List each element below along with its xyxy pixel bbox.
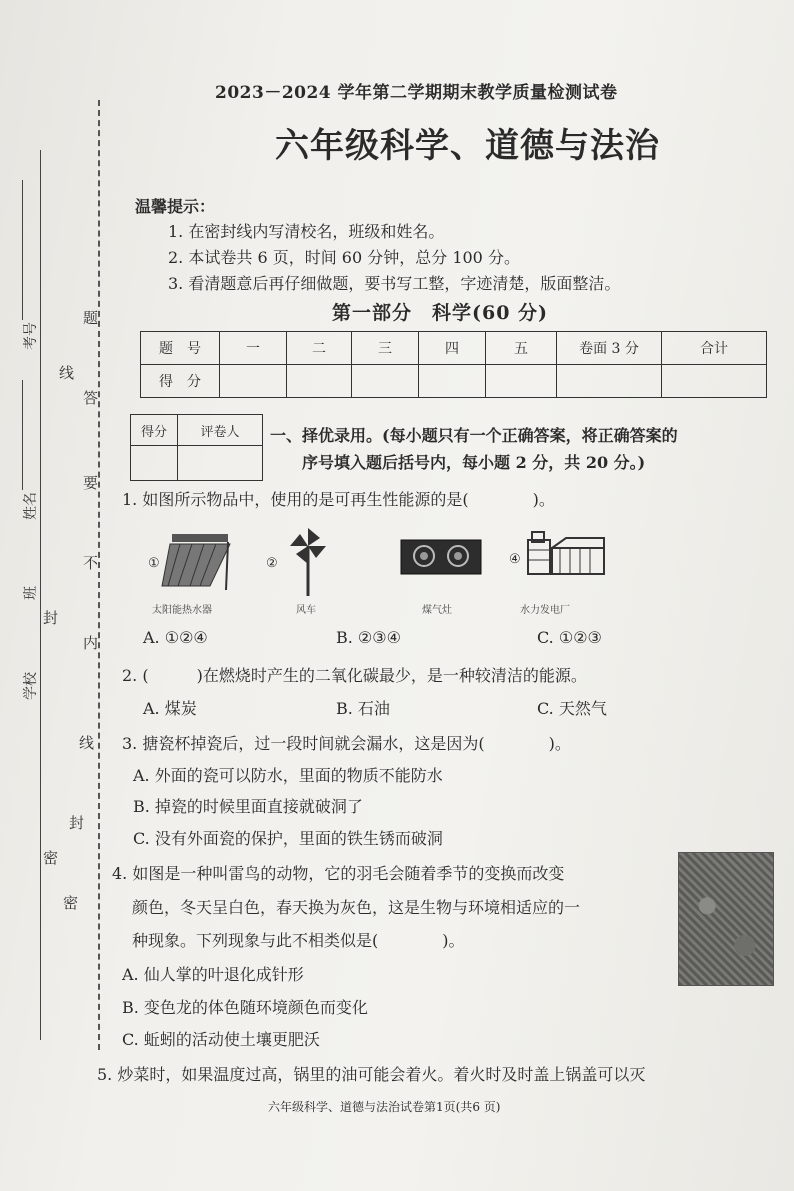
option: C. 天然气 [537, 699, 607, 718]
score-header-cell: 四 [419, 332, 486, 365]
part-title: 第一部分 科学(60 分) [332, 302, 549, 324]
option: B. 变色龙的体色随环境颜色而变化 [122, 998, 368, 1017]
item-caption: 水力发电厂 [520, 605, 570, 616]
binding-line [40, 150, 41, 1040]
question-3: 3. 搪瓷杯掉瓷后，过一段时间就会漏水，这是因为( )。 [122, 734, 571, 753]
seal-char: 内 [81, 635, 99, 650]
score-cell[interactable] [287, 365, 352, 398]
score-header-cell: 三 [352, 332, 419, 365]
score-header-cell: 五 [486, 332, 557, 365]
score-header-cell: 一 [220, 332, 287, 365]
binding-label-school: 学校 [23, 672, 39, 700]
question-2: 2. ( )在燃烧时产生的二氧化碳最少，是一种较清洁的能源。 [122, 666, 587, 685]
option: A. ①②④ [143, 628, 208, 647]
tip-item: 2. 本试卷共 6 页，时间 60 分钟，总分 100 分。 [168, 248, 520, 267]
page-footer: 六年级科学、道德与法治试卷第1页(共6 页) [268, 1100, 501, 1114]
score-cell[interactable] [662, 365, 767, 398]
item-number: ① [148, 556, 160, 571]
pinwheel-icon [288, 526, 328, 598]
question-4: 4. 如图是一种叫雷鸟的动物，它的羽毛会随着季节的变换而改变 [112, 864, 565, 883]
binding-label-class: 班 [23, 586, 39, 600]
option: A. 仙人掌的叶退化成针形 [122, 965, 304, 984]
score-cell[interactable] [486, 365, 557, 398]
binding-blank-2 [22, 380, 24, 490]
binding-label-name: 姓名 [23, 492, 39, 520]
option: C. 没有外面瓷的保护，里面的铁生锈而破洞 [133, 829, 443, 848]
score-cell[interactable] [419, 365, 486, 398]
grader-name-cell[interactable] [178, 446, 263, 481]
grader-table [130, 414, 263, 481]
grader-score-cell[interactable] [131, 446, 178, 481]
seal-char: 要 [81, 475, 99, 490]
grader-name-label: 评卷人 [178, 415, 263, 446]
seal-char: 封 [67, 815, 85, 830]
score-header-cell: 二 [287, 332, 352, 365]
side-char: 密 [41, 850, 59, 865]
score-cell[interactable] [557, 365, 662, 398]
item-caption: 风车 [296, 605, 316, 616]
seal-char: 题 [81, 310, 99, 325]
tips-title: 温馨提示： [135, 197, 216, 216]
seal-char: 线 [77, 735, 95, 750]
option: B. 掉瓷的时候里面直接就破洞了 [133, 797, 363, 816]
option: C. 蚯蚓的活动使土壤更肥沃 [122, 1030, 320, 1049]
seal-char: 不 [81, 555, 99, 570]
side-char: 封 [41, 610, 59, 625]
item-number: ② [266, 556, 278, 571]
seal-char: 密 [61, 895, 79, 910]
score-row-label: 得 分 [141, 365, 220, 398]
solar-water-heater-icon [160, 530, 236, 594]
question-1: 1. 如图所示物品中，使用的是可再生性能源的是( )。 [122, 490, 555, 509]
option: A. 外面的瓷可以防水，里面的物质不能防水 [133, 766, 443, 785]
dashed-seal-line [98, 100, 100, 1050]
score-header-cell: 卷面 3 分 [557, 332, 662, 365]
item-caption: 太阳能热水器 [152, 605, 212, 616]
side-char: 线 [57, 365, 75, 380]
score-header-cell: 合计 [662, 332, 767, 365]
score-header-cell: 题 号 [141, 332, 220, 365]
tip-item: 3. 看清题意后再仔细做题，要书写工整，字迹清楚，版面整洁。 [168, 274, 621, 293]
score-cell[interactable] [352, 365, 419, 398]
item-caption: 煤气灶 [422, 605, 452, 616]
section-title: 一、择优录用。(每小题只有一个正确答案，将正确答案的 [270, 426, 678, 445]
binding-label-kaohao: 考号 [23, 322, 39, 350]
score-cell[interactable] [220, 365, 287, 398]
grader-score-label: 得分 [131, 415, 178, 446]
question-4: 种现象。下列现象与此不相类似是( )。 [132, 931, 465, 950]
option: B. ②③④ [336, 628, 401, 647]
option: A. 煤炭 [143, 699, 197, 718]
question-5: 5. 炒菜时，如果温度过高，锅里的油可能会着火。着火时及时盖上锅盖可以灭 [97, 1065, 646, 1084]
item-number: ④ [509, 552, 521, 567]
option: C. ①②③ [537, 628, 602, 647]
score-table [140, 331, 767, 398]
section-title: 序号填入题后括号内，每小题 2 分，共 20 分。) [302, 453, 646, 472]
binding-blank-1 [22, 180, 24, 320]
exam-header: 2023－2024 学年第二学期期末教学质量检测试卷 [215, 83, 618, 103]
page-title: 六年级科学、道德与法治 [275, 126, 660, 166]
hydropower-plant-icon [526, 530, 606, 576]
gas-stove-icon [400, 538, 482, 578]
tip-item: 1. 在密封线内写清校名，班级和姓名。 [168, 222, 445, 241]
seal-char: 答 [81, 390, 99, 405]
option: B. 石油 [336, 699, 390, 718]
question-4: 颜色，冬天呈白色，春天换为灰色，这是生物与环境相适应的一 [132, 898, 581, 917]
ptarmigan-photo [678, 852, 774, 986]
